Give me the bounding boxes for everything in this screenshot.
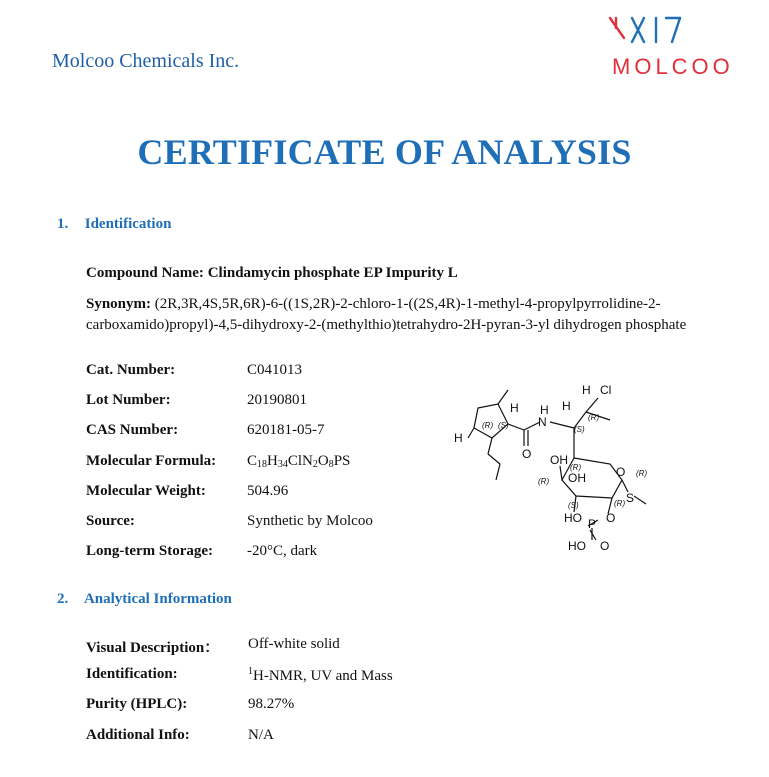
compound-value: Clindamycin phosphate EP Impurity L (207, 265, 458, 281)
formula-label: Molecular Formula: (86, 453, 217, 469)
source-label: Source: (86, 513, 135, 529)
stereo-label: (R) (614, 499, 626, 508)
section-analytical-heading (57, 591, 232, 608)
section-number: 1. (57, 216, 69, 232)
cat-label: Cat. Number: (86, 362, 176, 378)
synonym (86, 294, 706, 336)
stereo-label: (R) (482, 421, 494, 430)
additional-info-value: N/A (248, 727, 274, 743)
identification-value: $^1$H-NMR, UV and Mass (248, 666, 393, 684)
mw-label: Molecular Weight: (86, 483, 206, 499)
synonym-value: (2R,3R,4S,5R,6R)-6-((1S,2R)-2-chloro-1-((2S,4R)-1-methyl-4-propylpyrrolidine-2-carboxamido)propyl)-4,5-dihydroxy-2-(methylthio)tetrahydro-2H-pyran-3-yl dihydrogen phosphate (86, 296, 687, 333)
h-atom: H (562, 399, 571, 413)
svg-text:MOLCOO: MOLCOO (612, 54, 734, 79)
stereo-label: (S) (498, 421, 509, 430)
ho-group: HO (564, 511, 582, 525)
cat-value: C041013 (247, 362, 303, 378)
storage-label: Long-term Storage: (86, 543, 214, 559)
stereo-label: (R) (570, 463, 582, 472)
formula-value: $C_{18}H_{34}ClN_2O_8PS$ (247, 453, 351, 470)
h-atom: H (582, 383, 591, 397)
molcoo-logo (606, 14, 746, 82)
h-atom: H (510, 401, 519, 415)
additional-info-label: Additional Info: (86, 727, 190, 743)
synonym-label: Synonym: (86, 296, 155, 312)
visual-label: Visual Description： (86, 640, 220, 656)
company-name: Molcoo Chemicals Inc. (52, 50, 240, 72)
compound-name (86, 265, 458, 282)
visual-value: Off-white solid (248, 636, 340, 652)
certificate-title: CERTIFICATE OF ANALYSIS (137, 132, 632, 172)
compound-label: Compound Name: (86, 265, 208, 281)
oh-group: OH (568, 471, 586, 485)
section-title: Identification (84, 216, 172, 232)
h-atom: H (454, 431, 463, 445)
ho-group: HO (568, 539, 586, 553)
n-atom: N (538, 415, 547, 429)
cas-value: 620181-05-7 (247, 422, 325, 438)
p-atom: P (588, 517, 597, 531)
purity-label: Purity (HPLC): (86, 696, 188, 712)
stereo-label: (S) (568, 501, 579, 510)
o-atom: O (600, 539, 610, 553)
o-atom: O (522, 447, 532, 461)
lot-value: 20190801 (247, 392, 307, 408)
section-identification-heading (57, 216, 171, 233)
storage-value: -20°C, dark (247, 543, 318, 559)
chemical-structure-diagram (450, 380, 660, 560)
stereo-label: (R) (636, 469, 648, 478)
lot-label: Lot Number: (86, 392, 171, 408)
cas-label: CAS Number: (86, 422, 179, 438)
o-atom: O (616, 465, 626, 479)
identification-label: Identification: (86, 666, 178, 682)
stereo-label: (R) (538, 477, 550, 486)
section-number: 2. (57, 591, 69, 607)
purity-value: 98.27% (248, 696, 295, 712)
stereo-label: (R) (588, 413, 600, 422)
cl-atom: Cl (600, 383, 612, 397)
h-atom: H (540, 403, 549, 417)
stereo-label: (S) (574, 425, 585, 434)
section-title: Analytical Information (83, 591, 232, 607)
oh-group: OH (550, 453, 568, 467)
mw-value: 504.96 (247, 483, 289, 499)
o-atom: O (606, 511, 616, 525)
source-value: Synthetic by Molcoo (247, 513, 373, 529)
s-atom: S (626, 491, 635, 505)
